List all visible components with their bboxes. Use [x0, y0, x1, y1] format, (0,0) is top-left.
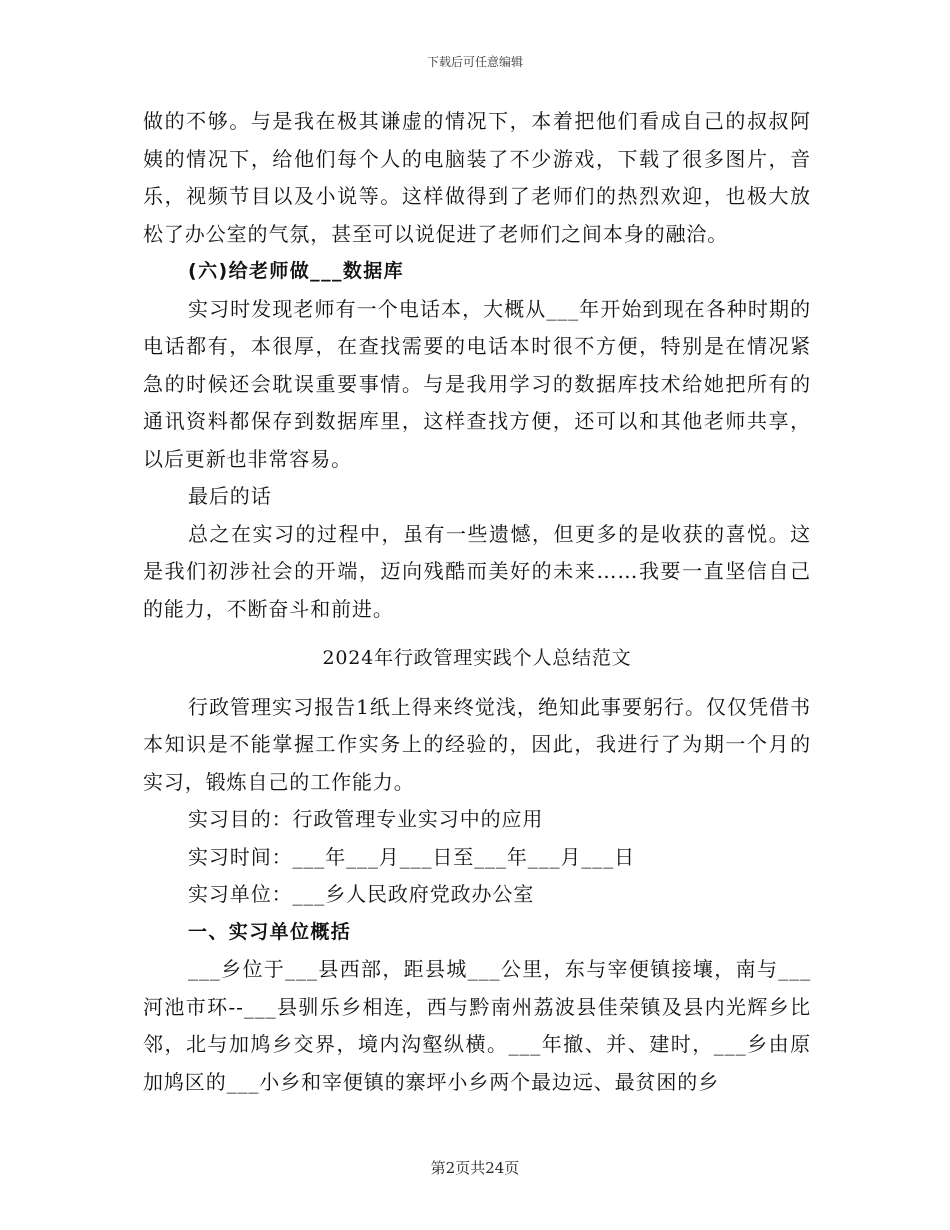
- internship-purpose: 实习目的：行政管理专业实习中的应用: [188, 807, 544, 831]
- internship-time: 实习时间：___年___月___日至___年___月___日: [188, 844, 635, 869]
- page-number: 第2页共24页: [430, 1159, 520, 1177]
- section-heading-1: 一、实习单位概括: [188, 920, 352, 943]
- paragraph-phonebook: 实习时发现老师有一个电话本，大概从___年开始到现在各种时期的电话都有，本很厚，在查找需要的电话本时很不方便，特别是在情况紧急的时候还会耽误重要事情。与是我用学习的数据库技术给她把所有的通讯资料都保存到数据库里，这样查找方便，还可以和其他老师共享，以后更新也非常容易。: [143, 296, 811, 471]
- internship-unit: 实习单位：___乡人民政府党政办公室: [188, 882, 535, 906]
- paragraph-closing: 总之在实习的过程中，虽有一些遗憾，但更多的是收获的喜悦。这是我们初涉社会的开端，迈向残酷而美好的未来……我要一直坚信自己的能力，不断奋斗和前进。: [143, 521, 811, 621]
- document-title: 2024年行政管理实践个人总结范文: [322, 647, 632, 669]
- document-body: [143, 103, 811, 1101]
- page-header: 下载后可任意编辑: [426, 55, 523, 69]
- closing-heading: 最后的话: [188, 484, 272, 508]
- paragraph-unit-overview: ___乡位于___县西部，距县城___公里，东与宰便镇接壤，南与___河池市环--___县驯乐乡相连，西与黔南州荔波县佳荣镇及县内光辉乡比邻，北与加鸠乡交界，境内沟壑纵横。___年撤、并、建时，___乡由原加鸠区的___小乡和宰便镇的寨坪小乡两个最边远、最贫困的乡: [143, 957, 811, 1094]
- paragraph-continued: 做的不够。与是我在极其谦虚的情况下，本着把他们看成自己的叔叔阿姨的情况下，给他们每个人的电脑装了不少游戏，下载了很多图片，音乐，视频节目以及小说等。这样做得到了老师们的热烈欢迎，也极大放松了办公室的气氛，甚至可以说促进了老师们之间本身的融洽。: [143, 109, 811, 246]
- section-heading-6: (六)给老师做___数据库: [188, 260, 405, 282]
- paragraph-intro: 行政管理实习报告1纸上得来终觉浅，绝知此事要躬行。仅仅凭借书本知识是不能掌握工作实务上的经验的，因此，我进行了为期一个月的实习，锻炼自己的工作能力。: [143, 694, 811, 794]
